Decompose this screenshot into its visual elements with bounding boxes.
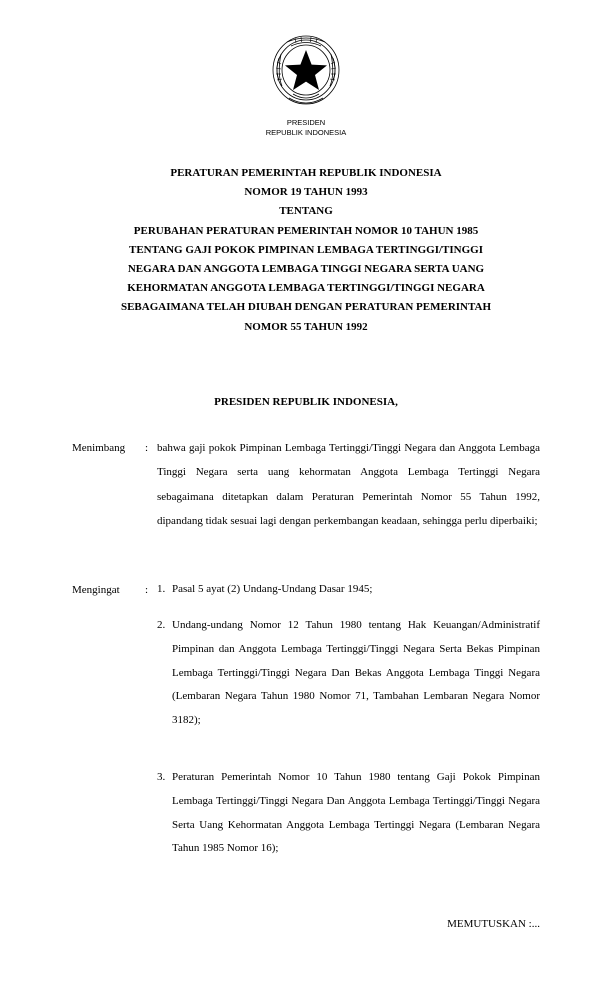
emblem-caption-republik: REPUBLIK INDONESIA [265, 128, 347, 137]
emblem-caption-presiden: PRESIDEN [286, 118, 326, 127]
president-heading: PRESIDEN REPUBLIK INDONESIA, [214, 396, 398, 408]
title-line: NEGARA DAN ANGGOTA LEMBAGA TINGGI NEGARA SERTA UANG [127, 262, 485, 275]
item-text: Pasal 5 ayat (2) Undang-Undang Dasar 1945; [172, 583, 373, 595]
title-line: NOMOR 55 TAHUN 1992 [244, 320, 368, 333]
title-line: NOMOR 19 TAHUN 1993 [244, 186, 368, 199]
title-line: TENTANG [279, 205, 333, 218]
mengingat-colon: : [145, 584, 149, 596]
garuda-emblem-icon [269, 32, 343, 112]
title-line: KEHORMATAN ANGGOTA LEMBAGA TERTINGGI/TINGGI NEGARA [127, 282, 485, 295]
mengingat-item-1 [157, 578, 540, 602]
mengingat-label: Mengingat [72, 584, 120, 596]
item-text: Peraturan Pemerintah Nomor 10 Tahun 1980 tentang Gaji Pokok Pimpinan Lembaga Tertinggi/Tinggi Negara Dan Anggota Lembaga Tertinggi/Tinggi Negara Serta Uang Kehormatan Anggota Lembaga Tertinggi Negara (Lembaran Negara Tahun 1985 Nomor 16); [172, 771, 540, 855]
mengingat-item-2 [157, 614, 540, 733]
regulation-title [0, 164, 612, 337]
item-number: 1. [157, 583, 166, 595]
menimbang-label: Menimbang [72, 442, 126, 454]
item-text: Undang-undang Nomor 12 Tahun 1980 tentang Hak Keuangan/Administratif Pimpinan dan Anggota Lembaga Tertinggi/Tinggi Negara Serta Bekas Pimpinan Lembaga Tertinggi/Tinggi Negara Dan Bekas Anggota Lembaga Tinggi Negara (Lembaran Negara Tahun 1980 Nomor 71, Tambahan Lembaran Negara Nomor 3182); [172, 619, 540, 727]
menimbang-text: bahwa gaji pokok Pimpinan Lembaga Tertinggi/Tinggi Negara dan Anggota Lembaga Tinggi Negara serta uang kehormatan Anggota Lembaga Tertinggi Negara sebagaimana ditetapkan dalam Peraturan Pemerintah Nomor 55 Tahun 1992, dipandang tidak sesuai lagi dengan perkembangan keadaan, sehingga perlu diperbaiki; [157, 442, 540, 528]
title-line: PERATURAN PEMERINTAH REPUBLIK INDONESIA [170, 167, 442, 179]
item-number: 3. [157, 771, 166, 783]
menimbang-colon: : [145, 442, 149, 454]
title-line: TENTANG GAJI POKOK PIMPINAN LEMBAGA TERTINGGI/TINGGI [129, 243, 483, 256]
memutuskan-continuation: MEMUTUSKAN :... [447, 918, 540, 930]
mengingat-item-3 [157, 766, 540, 861]
item-number: 2. [157, 619, 166, 631]
title-line: SEBAGAIMANA TELAH DIUBAH DENGAN PERATURAN PEMERINTAH [120, 301, 492, 314]
title-line: PERUBAHAN PERATURAN PEMERINTAH NOMOR 10 TAHUN 1985 [133, 224, 479, 237]
